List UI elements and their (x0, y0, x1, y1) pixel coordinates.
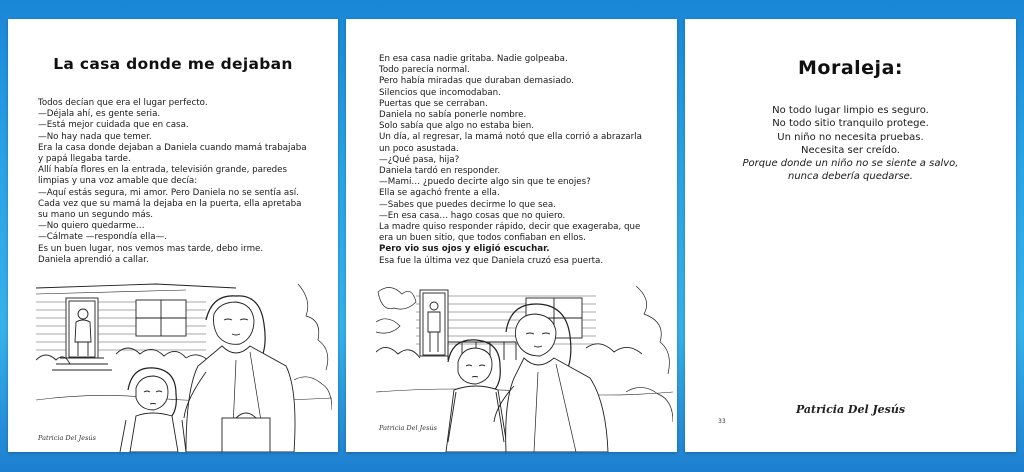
moral-line: No todo lugar limpio es seguro. (772, 105, 929, 116)
page-number: 33 (718, 418, 726, 425)
text-line: Daniela aprendió a callar. (38, 254, 149, 265)
text-line: Pero había miradas que duraban demasiado. (379, 76, 574, 87)
text-line: un poco asustada. (379, 143, 459, 154)
text-line: Todos decían que era el lugar perfecto. (38, 98, 208, 108)
text-line: Daniela no sabía ponerle nombre. (379, 110, 527, 121)
text-line: —No quiero quedarme… (38, 221, 145, 232)
moral-line: No todo sitio tranquilo protege. (772, 118, 929, 130)
text-line: Esa fue la última vez que Daniela cruzó esa puerta. (379, 255, 604, 266)
moral-line: Un niño no necesita pruebas. (777, 131, 924, 143)
author-signature: Patricia Del Jesús (795, 403, 906, 416)
moral-italic-line: nunca debería quedarse. (788, 171, 913, 183)
text-line: —Déjala ahí, es gente seria. (38, 109, 161, 120)
text-line: limpias y una voz amable que decía: (38, 176, 198, 187)
story-body-page-1 (38, 98, 330, 266)
story-body-page-2 (379, 54, 671, 267)
illustration-signature: Patricia Del Jesús (38, 434, 96, 442)
text-line: —Cálmate —respondía ella—. (38, 232, 168, 243)
bold-text-line: Pero vio sus ojos y eligió escuchar. (379, 244, 550, 255)
text-line: su mano un segundo más. (38, 210, 153, 221)
text-line: Solo sabía que algo no estaba bien. (379, 121, 534, 132)
text-line: Un día, al regresar, la mamá notó que ella corrió a abrazarla (379, 132, 642, 143)
illustration-signature: Patricia Del Jesús (379, 424, 437, 432)
text-line: —Mami… ¿puedo decirte algo sin que te enojes? (379, 177, 591, 188)
moral-page (685, 19, 1016, 452)
text-line: La madre quiso responder rápido, decir que exageraba, que (379, 222, 641, 233)
text-line: En esa casa nadie gritaba. Nadie golpeaba. (379, 54, 568, 64)
text-line: era un buen sitio, que todos confiaban en ellos. (379, 233, 586, 244)
text-line: Todo parecía normal. (379, 65, 470, 76)
text-line: Puertas que se cerraban. (379, 98, 488, 109)
story-page-2 (346, 19, 677, 452)
text-line: Silencios que incomodaban. (379, 87, 501, 98)
text-line: Allí había flores en la entrada, televisión grande, paredes (38, 165, 288, 176)
text-line: Daniela tardó en responder. (379, 166, 501, 177)
illustration-mother-daughter-house (36, 280, 332, 452)
moral-line: Necesita ser creído. (801, 144, 900, 156)
story-title: La casa donde me dejaban (53, 55, 293, 73)
text-line: —Aquí estás segura, mi amor. Pero Daniela no se sentía así. (38, 187, 299, 198)
text-line: Ella se agachó frente a ella. (379, 188, 500, 199)
story-page-1 (8, 19, 338, 452)
text-line: Es un buen lugar, nos vemos mas tarde, debo irme. (38, 243, 264, 254)
text-line: Cada vez que su mamá la dejaba en la puerta, ella apretaba (38, 198, 302, 209)
text-line: —No hay nada que temer. (38, 131, 152, 142)
moral-title: Moraleja: (798, 57, 903, 79)
text-line: —Sabes que puedes decirme lo que sea. (379, 199, 556, 210)
moral-italic-line: Porque donde un niño no se siente a salvo, (742, 158, 959, 170)
text-line: —Está mejor cuidada que en casa. (38, 120, 189, 131)
text-line: y papá llegaba tarde. (38, 154, 131, 165)
moral-text (685, 104, 1016, 184)
text-line: —En esa casa… hago cosas que no quiero. (379, 210, 566, 221)
text-line: —¿Qué pasa, hija? (379, 154, 460, 165)
text-line: Era la casa donde dejaban a Daniela cuando mamá trabajaba (38, 142, 307, 153)
